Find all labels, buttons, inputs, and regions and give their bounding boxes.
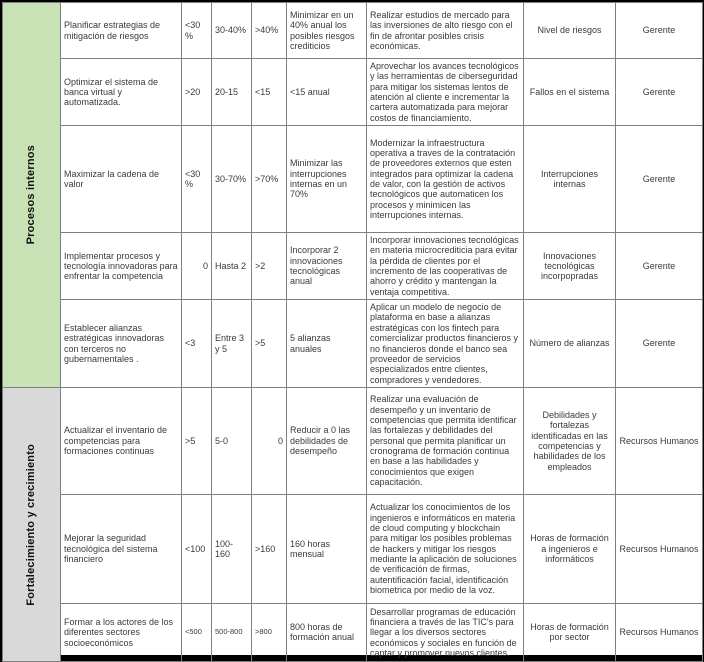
responsible-cell: Recursos Humanos — [616, 387, 703, 494]
threshold-high-cell: >5 — [252, 300, 287, 388]
indicator-cell: Número de alianzas — [524, 300, 616, 388]
indicator-cell: Debilidades y fortalezas identificadas en las competencias y habilidades de los empleados — [524, 387, 616, 494]
target-cell: <15 anual — [287, 59, 367, 126]
threshold-mid-cell: Entre 3 y 5 — [212, 300, 252, 388]
target-cell: Minimizar las interrupciones internas en un 70% — [287, 126, 367, 233]
indicator-cell: Nivel de riesgos — [524, 3, 616, 59]
threshold-low-cell: 0 — [182, 233, 212, 300]
initiative-cell: Aplicar un modelo de negocio de plataforma en base a alianzas estratégicas con los fintech para comercializar productos financieros y no financieros donde el banco sea proveedor de servicios especializados entre clientes, compradores y vendedores. — [367, 300, 524, 388]
table-row — [3, 3, 703, 59]
responsible-cell: Recursos Humanos — [616, 494, 703, 603]
target-cell: 5 alianzas anuales — [287, 300, 367, 388]
objective-cell: Actualizar el inventario de competencias para formaciones continuas — [61, 387, 182, 494]
responsible-cell: Gerente — [616, 233, 703, 300]
threshold-high-cell: >40% — [252, 3, 287, 59]
target-cell: 160 horas mensual — [287, 494, 367, 603]
threshold-low-cell: <30% — [182, 126, 212, 233]
target-cell: Incorporar 2 innovaciones tecnológicas anual — [287, 233, 367, 300]
threshold-high-cell: >160 — [252, 494, 287, 603]
threshold-low-cell: <500 — [182, 603, 212, 661]
objective-cell: Establecer alianzas estratégicas innovadoras con terceros no gubernamentales . — [61, 300, 182, 388]
strategic-objectives-table — [2, 2, 703, 662]
responsible-cell: Recursos Humanos — [616, 603, 703, 661]
threshold-mid-cell: 30-70% — [212, 126, 252, 233]
threshold-high-cell: 0 — [252, 387, 287, 494]
threshold-low-cell: >5 — [182, 387, 212, 494]
table-row — [3, 59, 703, 126]
objective-cell: Planificar estrategias de mitigación de riesgos — [61, 3, 182, 59]
threshold-high-cell: >2 — [252, 233, 287, 300]
responsible-cell: Gerente — [616, 3, 703, 59]
initiative-cell: Realizar estudios de mercado para las inversiones de alto riesgo con el fin de afrontar posibles crisis económicas. — [367, 3, 524, 59]
responsible-cell: Gerente — [616, 300, 703, 388]
initiative-cell: Realizar una evaluación de desempeño y un inventario de competencias que permita identificar las fortalezas y debilidades del personal que permita planificar un cronograma de formación continua en base a las habilidades y conocimientos que exigen capacitación. — [367, 387, 524, 494]
table-row — [3, 387, 703, 494]
threshold-high-cell: >800 — [252, 603, 287, 661]
responsible-cell: Gerente — [616, 126, 703, 233]
table-row — [3, 494, 703, 603]
objective-cell: Maximizar la cadena de valor — [61, 126, 182, 233]
initiative-cell: Aprovechar los avances tecnológicos y las herramientas de ciberseguridad para mitigar los sistemas lentos de atención al cliente e incrementar la cartera automatizada para mejorar costos de financiamiento. — [367, 59, 524, 126]
threshold-mid-cell: 5-0 — [212, 387, 252, 494]
threshold-high-cell: >70% — [252, 126, 287, 233]
threshold-mid-cell: 30-40% — [212, 3, 252, 59]
threshold-low-cell: >20 — [182, 59, 212, 126]
threshold-low-cell: <30% — [182, 3, 212, 59]
row-group-fortalecimiento-y-crecimiento — [3, 387, 61, 661]
responsible-cell: Gerente — [616, 59, 703, 126]
indicator-cell: Innovaciones tecnológicas incorpopradas — [524, 233, 616, 300]
indicator-cell: Interrupciones internas — [524, 126, 616, 233]
row-group-procesos-internos — [3, 3, 61, 388]
target-cell: 800 horas de formación anual — [287, 603, 367, 661]
group-label: Fortalecimiento y crecimiento — [25, 443, 38, 606]
threshold-mid-cell: 20-15 — [212, 59, 252, 126]
initiative-cell: Modernizar la infraestructura operativa a traves de la contratación de proveedores externos que esten integrados para optimizar la cadena de valor, con la gestión de activos tecnológicos que automaticen los procesos y minimicen las interrupciones internas. — [367, 126, 524, 233]
indicator-cell: Horas de formación a ingenieros e informáticos — [524, 494, 616, 603]
target-cell: Reducir a 0 las debilidades de desempeño — [287, 387, 367, 494]
threshold-mid-cell: 100-160 — [212, 494, 252, 603]
objective-cell: Formar a los actores de los diferentes sectores socioeconómicos — [61, 603, 182, 661]
objective-cell: Optimizar el sistema de banca virtual y automatizada. — [61, 59, 182, 126]
indicator-cell: Horas de formación por sector — [524, 603, 616, 661]
group-label: Procesos internos — [25, 145, 38, 245]
indicator-cell: Fallos en el sistema — [524, 59, 616, 126]
table-row — [3, 300, 703, 388]
initiative-cell: Actualizar los conocimientos de los ingenieros e informáticos en materia de cloud computing y blockchain para mitigar los posibles problemas de hackers y mitigar los riesgos mediante la aplicación de soluciones de verificación de firmas, autentificación facial, identificación biometrica por medio de la voz. — [367, 494, 524, 603]
threshold-low-cell: <3 — [182, 300, 212, 388]
threshold-mid-cell: Hasta 2 — [212, 233, 252, 300]
initiative-cell: Desarrollar programas de educación financiera a través de las TIC's para llegar a los diversos sectores económicos y sociales en función de captar y promover nuevos clientes. — [367, 603, 524, 661]
initiative-cell: Incorporar innovaciones tecnológicas en materia microcrediticia para evitar la pérdida de clientes por el incremento de las cooperativas de ahorro y crédito y mantengan la ventaja competitiva. — [367, 233, 524, 300]
threshold-mid-cell: 500-800 — [212, 603, 252, 661]
table-row — [3, 126, 703, 233]
objective-cell: Implementar procesos y tecnología innovadoras para enfrentar la competencia — [61, 233, 182, 300]
table-row — [3, 603, 703, 661]
objective-cell: Mejorar la seguridad tecnológica del sistema financiero — [61, 494, 182, 603]
target-cell: Minimizar en un 40% anual los posibles riesgos crediticios — [287, 3, 367, 59]
threshold-high-cell: <15 — [252, 59, 287, 126]
table-row — [3, 233, 703, 300]
threshold-low-cell: <100 — [182, 494, 212, 603]
